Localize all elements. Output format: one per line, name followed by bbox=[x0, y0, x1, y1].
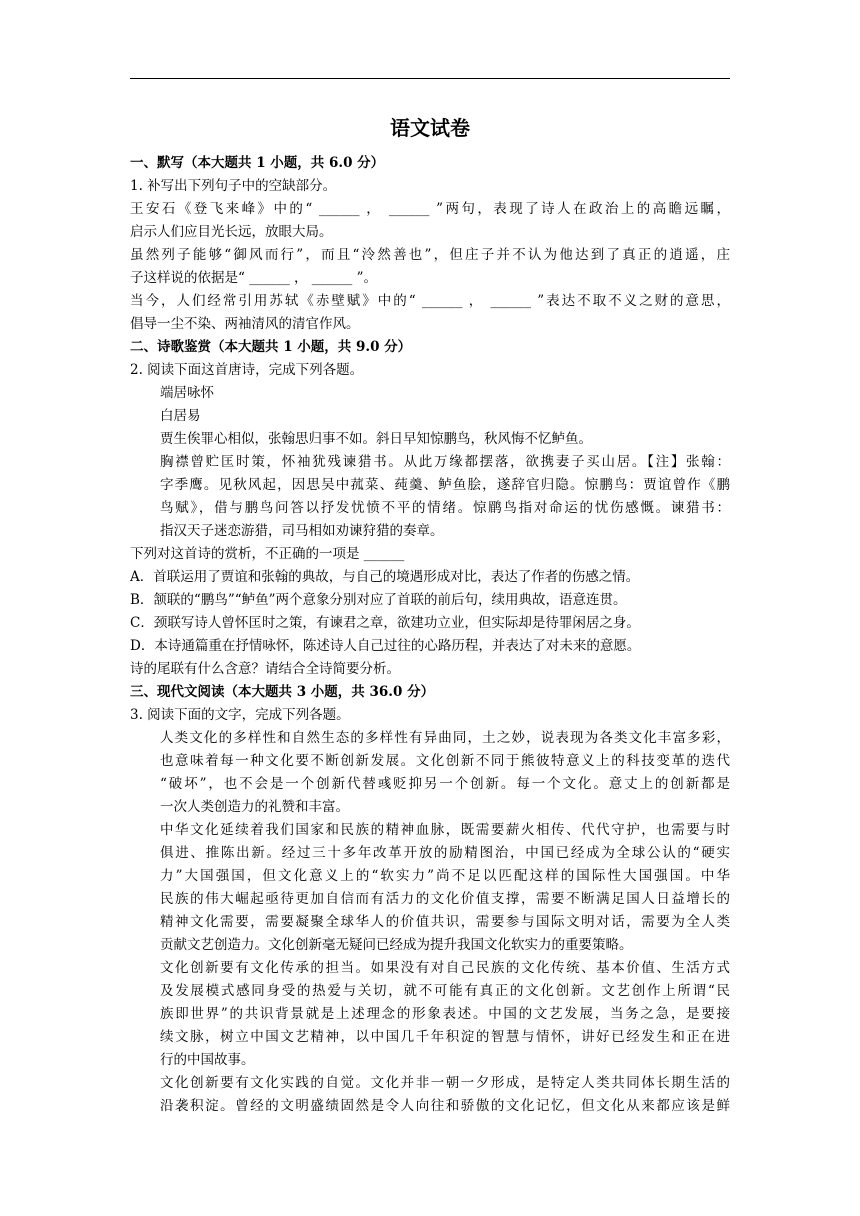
text-line: 文化创新要有文化传承的担当。如果没有对自己民族的文化传统、基本价值、生活方式 bbox=[160, 960, 730, 976]
text-line: 鸟赋》，借与鹏鸟问答以抒发忧愤不平的情绪。惊鹛鸟指对命运的忧伤感慨。谏猎书： bbox=[160, 500, 730, 516]
text-line: D．本诗通篇重在抒情咏怀，陈述诗人自己过往的心路历程，并表达了对未来的意愿。 bbox=[130, 638, 641, 654]
text-line: 王安石《登飞来峰》中的“ ______ ， ______ ”两句，表现了诗人在政治上的高瞻远瞩， bbox=[130, 201, 730, 217]
text-line: 端居咏怀 bbox=[160, 385, 214, 401]
text-line: 贾生俟罪心相似，张翰思归事不如。斜日早知惊鹏鸟，秋风悔不忆鲈鱼。 bbox=[160, 431, 592, 447]
text-line: 白居易 bbox=[160, 408, 201, 424]
text-line: 1. 补写出下列句子中的空缺部分。 bbox=[130, 178, 337, 194]
text-line: 启示人们应目光长远，放眼大局。 bbox=[130, 224, 333, 240]
page-title: 语文试卷 bbox=[390, 116, 470, 140]
text-line: A．首联运用了贾谊和张翰的典故，与自己的境遇形成对比，表达了作者的伤感之情。 bbox=[130, 569, 640, 585]
text-line: 民族的伟大崛起亟待更加自信而有活力的文化价值支撑，需要不断满足国人日益增长的 bbox=[160, 891, 730, 907]
section-heading: 三、现代文阅读（本大题共 3 小题，共 36.0 分） bbox=[130, 684, 435, 700]
text-line: 诗的尾联有什么含意？请结合全诗简要分析。 bbox=[130, 661, 400, 677]
text-line: 指汉天子迷恋游猎，司马相如劝谏狩猎的奏章。 bbox=[160, 523, 444, 539]
text-line: 及发展模式感同身受的热爱与关切，就不可能有真正的文化创新。文艺创作上所谓“民 bbox=[160, 983, 730, 999]
text-line: C．颈联写诗人曾怀匡时之策，有谏君之章，欲建功立业，但实际却是待罪闲居之身。 bbox=[130, 615, 640, 631]
header-rule bbox=[130, 78, 730, 79]
text-line: 3. 阅读下面的文字，完成下列各题。 bbox=[130, 707, 350, 723]
text-line: 文化创新要有文化实践的自觉。文化并非一朝一夕形成，是特定人类共同体长期生活的 bbox=[160, 1075, 730, 1091]
exam-page bbox=[130, 114, 730, 1118]
text-line: 子这样说的依据是“ ______ ， ______ ”。 bbox=[130, 270, 377, 286]
text-line: 行的中国故事。 bbox=[160, 1052, 255, 1068]
text-line: 2. 阅读下面这首唐诗，完成下列各题。 bbox=[130, 362, 364, 378]
text-line: 沿袭积淀。曾经的文明盛绩固然是令人向往和骄傲的文化记忆，但文化从来都应该是鲜 bbox=[160, 1098, 730, 1114]
text-line: 一次人类创造力的礼赞和丰富。 bbox=[160, 799, 349, 815]
text-line: 族即世界”的共识背景就是上述理念的形象表述。中国的文艺发展，当务之急，是要接 bbox=[160, 1006, 730, 1022]
text-line: 俱进、推陈出新。经过三十多年改革开放的励精图治，中国已经成为全球公认的“硬实 bbox=[160, 845, 730, 861]
text-line: 字季鹰。见秋风起，因思吴中菰菜、莼羹、鲈鱼脍，遂辞官归隐。惊鹏鸟：贾谊曾作《鹏 bbox=[160, 477, 730, 493]
text-line: 力”大国强国，但文化意义上的“软实力”尚不足以匹配这样的国际性大国强国。中华 bbox=[160, 868, 730, 884]
text-line: 虽然列子能够“御风而行”，而且“泠然善也”，但庄子并不认为他达到了真正的逍遥，庄 bbox=[130, 247, 730, 263]
text-line: 人类文化的多样性和自然生态的多样性有异曲同，土之妙，说表现为各类文化丰富多彩， bbox=[160, 730, 730, 746]
text-line: 也意味着每一种文化要不断创新发展。文化创新不同于熊彼特意义上的科技变革的迭代 bbox=[160, 753, 730, 769]
section-heading: 一、默写（本大题共 1 小题，共 6.0 分） bbox=[130, 155, 385, 171]
text-line: “破坏”，也不会是一个创新代替彧贬抑另一个创新。每一个文化。意丈上的创新都是 bbox=[160, 776, 730, 792]
text-line: 精神文化需要，需要凝聚全球华人的价值共识，需要参与国际文明对话，需要为全人类 bbox=[160, 914, 730, 930]
section-heading: 二、诗歌鉴赏（本大题共 1 小题，共 9.0 分） bbox=[130, 339, 412, 355]
text-line: 贡献文艺创造力。文化创新毫无疑问已经成为提升我国文化软实力的重要策略。 bbox=[160, 937, 633, 953]
text-line: 下列对这首诗的赏析，不正确的一项是 ______ bbox=[130, 546, 405, 562]
text-line: 当今，人们经常引用苏轼《赤壁赋》中的“ ______ ， ______ ”表达不取不义之财的意思， bbox=[130, 293, 730, 309]
text-line: 续文脉，树立中国文艺精神，以中国几千年积淀的智慧与情怀，讲好已经发生和正在进 bbox=[160, 1029, 730, 1045]
text-line: 胸襟曾贮匡时策，怀袖犹残谏猎书。从此万缘都摆落，欲携妻子买山居。【注】张翰： bbox=[160, 454, 730, 470]
text-line: 倡导一尘不染、两袖清风的清官作风。 bbox=[130, 316, 360, 332]
text-line: 中华文化延续着我们国家和民族的精神血脉，既需要薪火相传、代代守护，也需要与时 bbox=[160, 822, 730, 838]
text-line: B．颔联的“鹏鸟”“鲈鱼”两个意象分别对应了首联的前后句，续用典故，语意连贯。 bbox=[130, 592, 627, 608]
exam-body bbox=[130, 152, 730, 1118]
